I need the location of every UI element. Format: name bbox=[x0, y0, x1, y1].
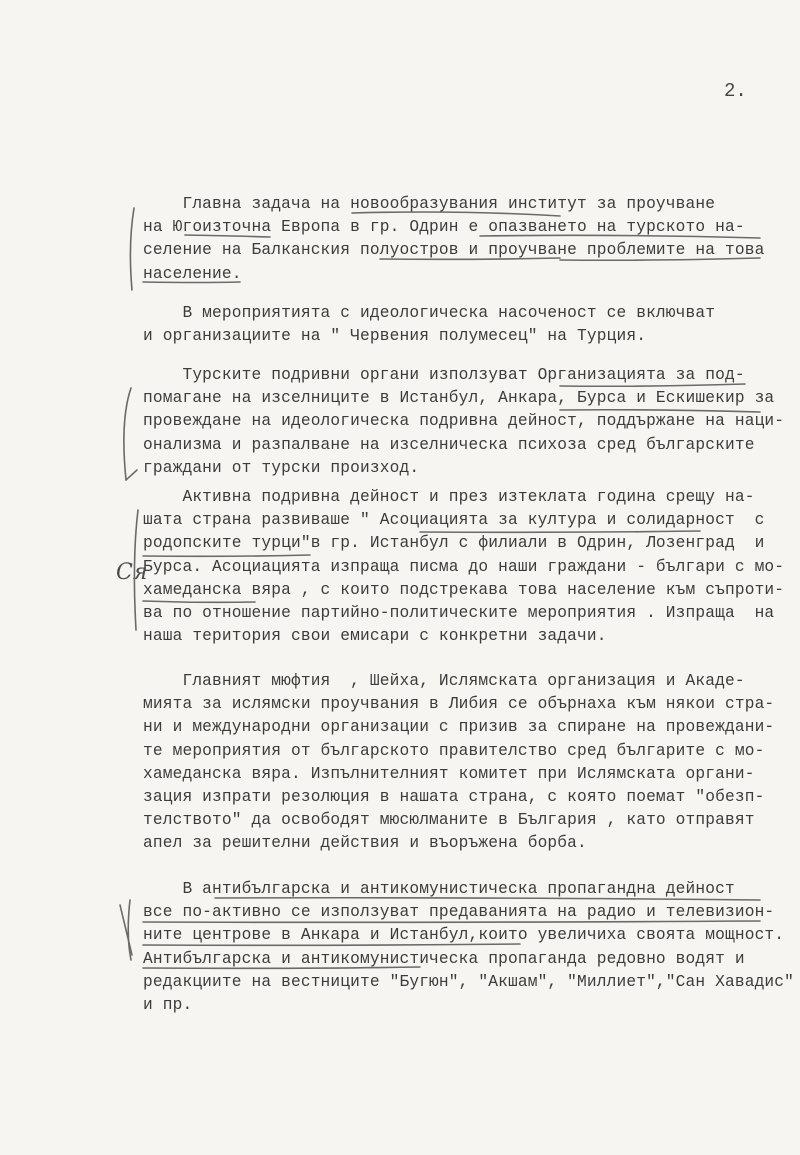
text-line: и пр. bbox=[143, 996, 193, 1015]
margin-bracket bbox=[126, 470, 137, 480]
text-line: население. bbox=[143, 264, 242, 283]
margin-bracket bbox=[128, 900, 131, 960]
text-line: В мероприятията с идеологическа насоченост се включват bbox=[143, 304, 716, 322]
text-line: онализма и разпалване на изселническа психоза сред българските bbox=[143, 435, 755, 454]
text-line: телството" да освободят мюсюлманите в България , като отправят bbox=[143, 811, 755, 830]
text-line: граждани от турски произход. bbox=[143, 458, 420, 477]
paragraph-propaganda bbox=[143, 878, 795, 1017]
text-line: родопските турци"в гр. Истанбул с филиали в Одрин, Лозенград и bbox=[143, 534, 765, 553]
text-line: помагане на изселниците в Истанбул, Анкара, Бурса и Ескишекир за bbox=[143, 389, 775, 408]
margin-bracket bbox=[124, 388, 131, 480]
text-line: Турските подривни органи използуват Организацията за под- bbox=[143, 366, 745, 384]
text-line: редакциите на вестниците "Бугюн", "Акшам", "Миллиет","Сан Хавадис" bbox=[143, 972, 795, 991]
text-line: мията за ислямски проучвания в Либия се обърнаха към някои стра- bbox=[143, 695, 775, 714]
page-number: 2. bbox=[724, 80, 747, 102]
paragraph-institute bbox=[143, 193, 783, 286]
text-line: хамеданска вяра , с които подстрекава това население към съпроти- bbox=[143, 580, 785, 599]
text-line: селение на Балканския полуостров и проучване проблемите на това bbox=[143, 241, 765, 260]
text-line: ните центрове в Анкара и Истанбул,които увеличиха своята мощност. bbox=[143, 926, 785, 945]
text-line: те мероприятия от българското правителство сред българите с мо- bbox=[143, 741, 765, 760]
margin-bracket bbox=[130, 208, 134, 290]
text-line: Активна подривна дейност и през изтеклата година срещу на- bbox=[143, 488, 755, 506]
text-line: ни и международни организации с призив за спиране на провеждани- bbox=[143, 718, 775, 737]
text-line: наша територия свои емисари с конкретни задачи. bbox=[143, 627, 607, 646]
handwritten-margin-note: Ся bbox=[116, 560, 148, 585]
paragraph-mufti bbox=[143, 670, 783, 856]
paragraph-association bbox=[143, 486, 783, 648]
text-line: шата страна развиваше " Асоциацията за култура и солидарност с bbox=[143, 511, 765, 530]
text-line: ва по отношение партийно-политическите мероприятия . Изпраща на bbox=[143, 604, 775, 623]
paragraph-red-crescent bbox=[143, 302, 783, 348]
text-line: зация изпрати резолюция в нашата страна, с която поемат "обезп- bbox=[143, 788, 765, 807]
text-line: Антибългарска и антикомунистическа пропаганда редовно водят и bbox=[143, 949, 745, 968]
text-line: Бурса. Асоциацията изпраща писма до наши граждани - българи с мо- bbox=[143, 557, 785, 576]
text-line: и организациите на " Червения полумесец" на Турция. bbox=[143, 327, 647, 346]
text-line: на Югоизточна Европа в гр. Одрин е опазването на турското на- bbox=[143, 218, 745, 237]
text-line: хамеданска вяра. Изпълнителният комитет при Ислямската органи- bbox=[143, 764, 755, 783]
text-line: апел за решителни действия и въоръжена борба. bbox=[143, 834, 587, 853]
text-line: Главният мюфтия , Шейха, Ислямската организация и Акаде- bbox=[143, 672, 745, 690]
text-line: провеждане на идеологическа подривна дейност, поддържане на наци- bbox=[143, 412, 785, 431]
text-line: все по-активно се използуват предаванията на радио и телевизион- bbox=[143, 903, 775, 922]
text-line: Главна задача на новообразувания институт за проучване bbox=[143, 195, 716, 213]
text-line: В антибългарска и антикомунистическа пропагандна дейност bbox=[143, 880, 735, 898]
paragraph-emigrants-organization bbox=[143, 364, 783, 480]
margin-bracket bbox=[120, 905, 132, 955]
